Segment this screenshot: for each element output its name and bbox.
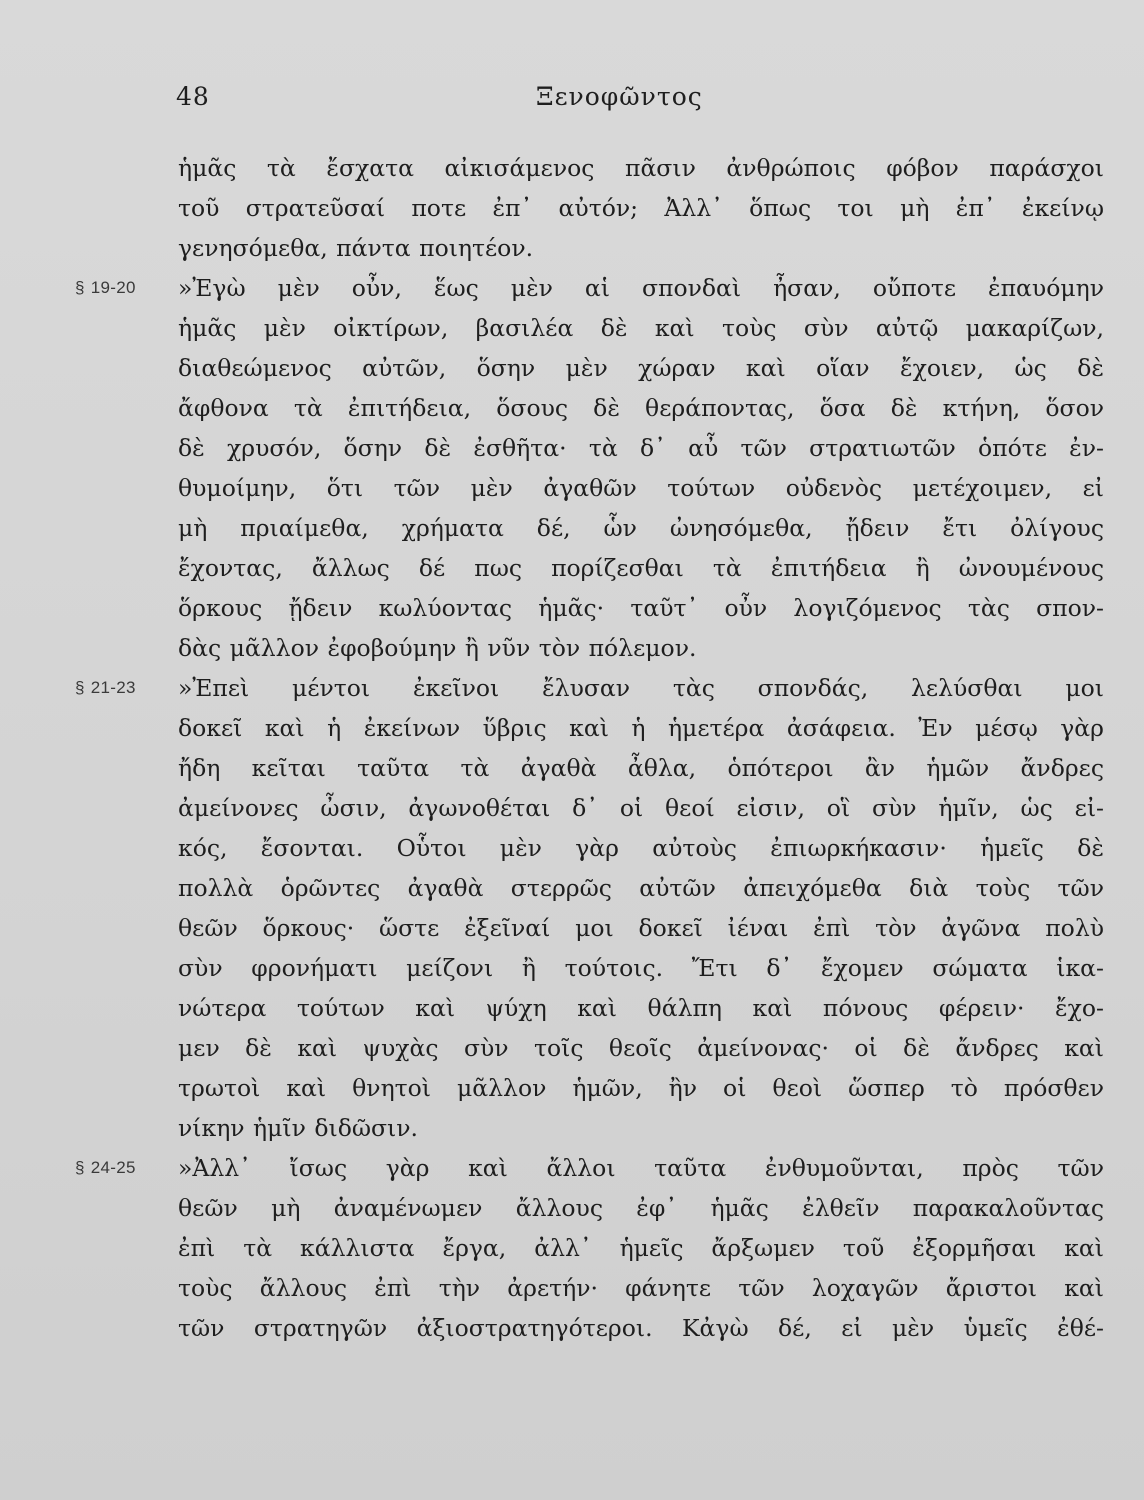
text-line [178,748,1104,788]
text-line [178,948,1104,988]
section-marginal-note: § 21-23 [75,678,136,697]
page-number: 48 [176,82,210,111]
line-text: δὰς μᾶλλον ἐφοβούμην ἢ νῦν τὸν πόλεμον. [178,634,697,662]
text-line [178,1308,1104,1348]
line-text: ἡμᾶς μὲν οἰκτίρων, βασιλέα δὲ καὶ τοὺς σὺν αὐτῷ μακαρίζων, [178,314,1104,342]
running-title: Ξενοφῶντος [536,82,703,111]
line-text: »Ἐγὼ μὲν οὖν, ἕως μὲν αἱ σπονδαὶ ἦσαν, οὔποτε ἐπαυόμην [178,274,1104,302]
text-line [178,188,1104,228]
line-text: θεῶν ὅρκους· ὥστε ἐξεῖναί μοι δοκεῖ ἰέναι ἐπὶ τὸν ἀγῶνα πολὺ [178,914,1104,942]
text-line [178,388,1104,428]
text-line [178,868,1104,908]
page-header [0,82,1144,122]
line-text: ἄφθονα τὰ ἐπιτήδεια, ὅσους δὲ θεράποντας, ὅσα δὲ κτήνη, ὅσον [178,394,1104,422]
text-line [178,1228,1104,1268]
text-line [178,708,1104,748]
line-text: τοὺς ἄλλους ἐπὶ τὴν ἀρετήν· φάνητε τῶν λοχαγῶν ἄριστοι καὶ [178,1274,1104,1302]
text-line [178,1188,1104,1228]
line-text: τοῦ στρατεῦσαί ποτε ἐπ᾽ αὐτόν; Ἀλλ᾽ ὅπως τοι μὴ ἐπ᾽ ἐκείνῳ [178,194,1104,222]
text-line [178,788,1104,828]
line-text: ἤδη κεῖται ταῦτα τὰ ἀγαθὰ ἆθλα, ὁπότεροι ἂν ἡμῶν ἄνδρες [178,754,1104,782]
line-text: κός, ἔσονται. Οὗτοι μὲν γὰρ αὐτοὺς ἐπιωρκήκασιν· ἡμεῖς δὲ [178,834,1104,862]
body-text [75,148,1104,1348]
text-line [178,148,1104,188]
line-text: μὴ πριαίμεθα, χρήματα δέ, ὧν ὠνησόμεθα, ᾔδειν ἔτι ὀλίγους [178,514,1104,542]
section-marginal-note: § 19-20 [75,278,136,297]
text-line [178,1028,1104,1068]
text-line [178,348,1104,388]
text-line [178,1268,1104,1308]
line-text: τῶν στρατηγῶν ἀξιοστρατηγότεροι. Κἀγὼ δέ, εἰ μὲν ὑμεῖς ἐθέ- [178,1314,1104,1342]
section-marginal-note: § 24-25 [75,1158,136,1177]
line-text: »Ἐπεὶ μέντοι ἐκεῖνοι ἔλυσαν τὰς σπονδάς, λελύσθαι μοι [178,674,1104,702]
text-line [178,828,1104,868]
text-line [178,988,1104,1028]
text-line [178,628,1104,668]
line-text: ἀμείνονες ὦσιν, ἀγωνοθέται δ᾽ οἱ θεοί εἰσιν, οἳ σὺν ἡμῖν, ὡς εἰ- [178,794,1104,822]
line-text: μεν δὲ καὶ ψυχὰς σὺν τοῖς θεοῖς ἀμείνονας· οἱ δὲ ἄνδρες καὶ [178,1034,1104,1062]
text-line [178,228,1104,268]
text-line [178,508,1104,548]
line-text: ἡμᾶς τὰ ἔσχατα αἰκισάμενος πᾶσιν ἀνθρώποις φόβον παράσχοι [178,154,1104,182]
text-line [178,1108,1104,1148]
line-text: νίκην ἡμῖν διδῶσιν. [178,1114,419,1142]
text-line [178,468,1104,508]
text-line [178,908,1104,948]
line-text: ἔχοντας, ἄλλως δέ πως πορίζεσθαι τὰ ἐπιτήδεια ἢ ὠνουμένους [178,554,1104,582]
line-text: σὺν φρονήματι μείζονι ἢ τούτοις. Ἔτι δ᾽ ἔχομεν σώματα ἱκα- [178,954,1104,982]
line-text: θυμοίμην, ὅτι τῶν μὲν ἀγαθῶν τούτων οὐδενὸς μετέχοιμεν, εἰ [178,474,1104,502]
line-text: διαθεώμενος αὐτῶν, ὅσην μὲν χώραν καὶ οἵαν ἔχοιεν, ὡς δὲ [178,354,1104,382]
text-line [75,1148,1104,1188]
line-text: τρωτοὶ καὶ θνητοὶ μᾶλλον ἡμῶν, ἢν οἱ θεοὶ ὥσπερ τὸ πρόσθεν [178,1074,1104,1102]
line-text: πολλὰ ὁρῶντες ἀγαθὰ στερρῶς αὐτῶν ἀπειχόμεθα διὰ τοὺς τῶν [178,874,1104,902]
text-line [178,308,1104,348]
text-line [178,588,1104,628]
text-line [75,668,1104,708]
line-text: »Ἀλλ᾽ ἴσως γὰρ καὶ ἄλλοι ταῦτα ἐνθυμοῦνται, πρὸς τῶν [178,1154,1104,1182]
text-line [178,428,1104,468]
line-text: νώτερα τούτων καὶ ψύχη καὶ θάλπη καὶ πόνους φέρειν· ἔχο- [178,994,1104,1022]
text-line [75,268,1104,308]
line-text: δὲ χρυσόν, ὅσην δὲ ἐσθῆτα· τὰ δ᾽ αὖ τῶν στρατιωτῶν ὁπότε ἐν- [178,434,1104,462]
line-text: θεῶν μὴ ἀναμένωμεν ἄλλους ἐφ᾽ ἡμᾶς ἐλθεῖν παρακαλοῦντας [178,1194,1104,1222]
line-text: γενησόμεθα, πάντα ποιητέον. [178,234,534,262]
line-text: δοκεῖ καὶ ἡ ἐκείνων ὕβρις καὶ ἡ ἡμετέρα ἀσάφεια. Ἐν μέσῳ γὰρ [178,714,1104,742]
text-line [178,548,1104,588]
text-line [178,1068,1104,1108]
line-text: ὅρκους ᾔδειν κωλύοντας ἡμᾶς· ταῦτ᾽ οὖν λογιζόμενος τὰς σπον- [178,594,1104,622]
line-text: ἐπὶ τὰ κάλλιστα ἔργα, ἀλλ᾽ ἡμεῖς ἄρξωμεν τοῦ ἐξορμῆσαι καὶ [178,1234,1104,1262]
